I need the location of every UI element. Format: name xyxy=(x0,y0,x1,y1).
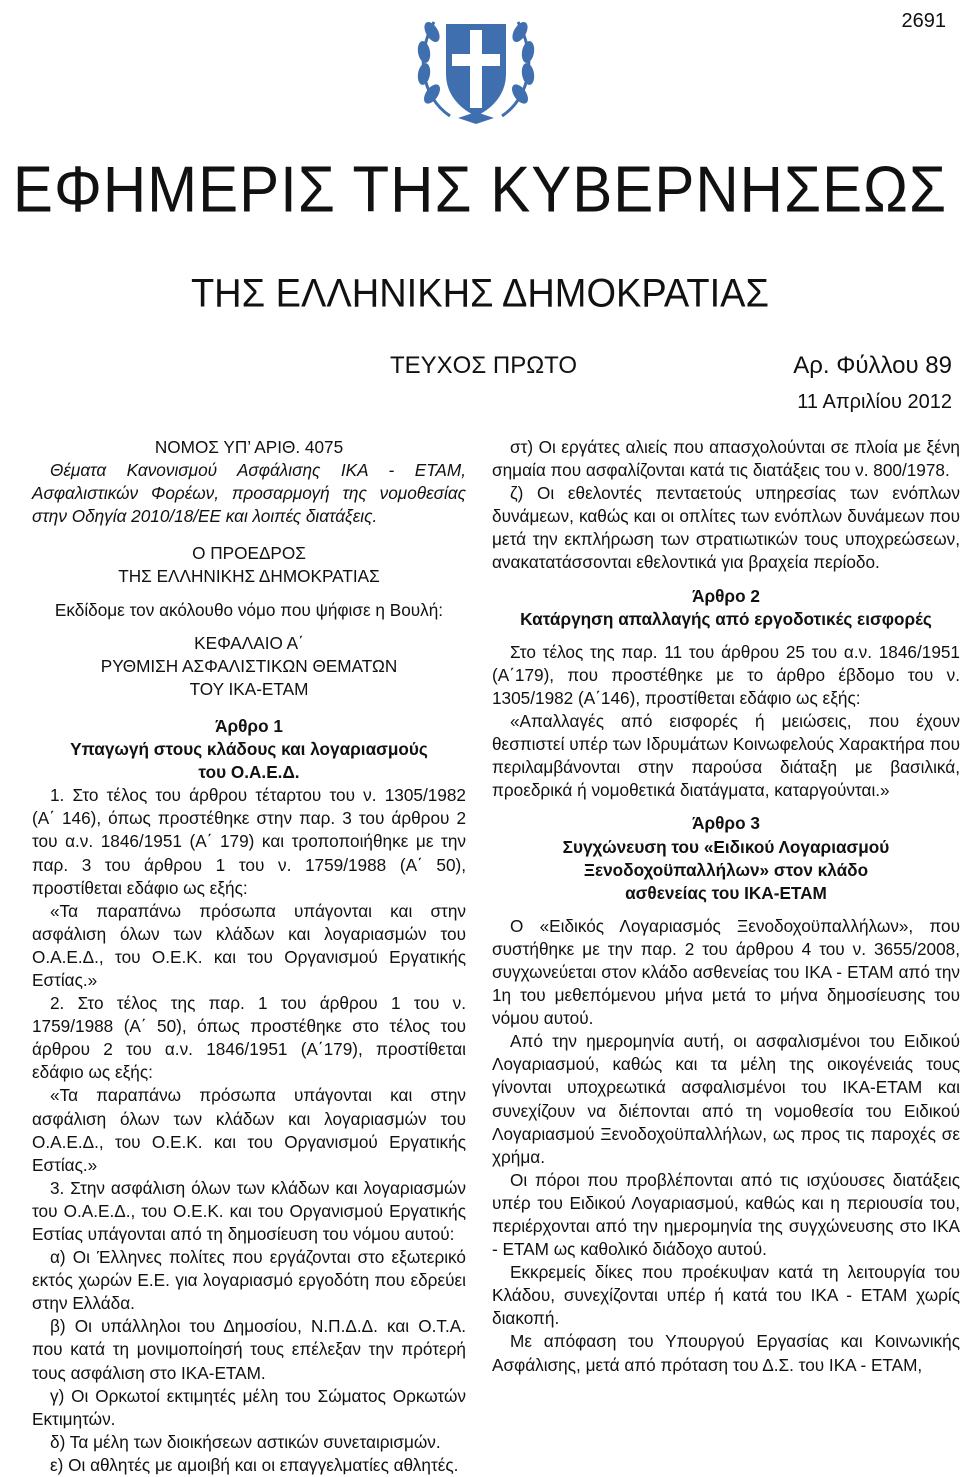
paragraph: α) Οι Έλληνες πολίτες που εργάζονται στο εξωτερικό εκτός χωρών Ε.Ε. για λογαριασμό εργοδότη που εδρεύει στην Ελλάδα. xyxy=(32,1247,466,1314)
chapter-heading: ΚΕΦΑΛΑΙΟ Α΄ xyxy=(194,632,304,653)
page-number: 2691 xyxy=(901,10,946,32)
paragraph: Ο «Ειδικός Λογαριασμός Ξενοδοχοϋπαλλήλων», που συστήθηκε με την παρ. 2 του άρθρου 4 του ν. 3655/2008, συγχωνεύεται στον κλάδο ασθενείας του ΙΚΑ - ΕΤΑΜ από την 1η του μεθεπόμενου μήνα μετά το μήνα δημοσίευσης του νόμου αυτού. xyxy=(492,915,960,1029)
issue-date: 11 Απριλίου 2012 xyxy=(797,391,952,413)
paragraph: 1. Στο τέλος του άρθρου τέταρτου του ν. 1305/1982 (Α΄ 146), όπως προστέθηκε στην παρ. 3 του άρθρου 2 του α.ν. 1846/1951 (Α΄ 179) και τροποποιήθηκε με την παρ. 3 του άρθρου 1 του ν. 1759/1988 (Α΄ 50), προστίθεται εδάφιο ως εξής: xyxy=(32,785,466,898)
paragraph: στ) Οι εργάτες αλιείς που απασχολούνται σε πλοία με ξένη σημαία που ασφαλίζονται κατά τις διατάξεις του ν. 800/1978. xyxy=(492,437,960,481)
promulgation-text: Εκδίδομε τον ακόλουθο νόμο που ψήφισε η Βουλή: xyxy=(54,599,444,620)
paragraph: «Απαλλαγές από εισφορές ή μειώσεις, που έχουν θεσπιστεί υπέρ των Ιδρυμάτων Κοινωφελούς Χαρακτήρα που περιλαμβάνονται στην παρούσα διάταξη με βασιλικά, προεδρικά ή νομοθετικά διατάγματα, καταργούνται.» xyxy=(492,711,960,801)
paragraph: Οι πόροι που προβλέπονται από τις ισχύουσες διατάξεις υπέρ του Ειδικού Λογαριασμού, καθώς και η περιουσία του, περιέρχονται από την ημερομηνία της συγχώνευσης στο ΙΚΑ - ΕΤΑΜ ως καθολικό διάδοχο αυτού. xyxy=(492,1169,960,1260)
article-1-title: Υπαγωγή στους κλάδους και λογαριασμούς xyxy=(70,739,428,760)
article-1-heading: Άρθρο 1 xyxy=(215,715,283,736)
article-3-title-2: Ξενοδοχοϋπαλλήλων» στον κλάδο xyxy=(583,859,869,880)
paragraph: β) Οι υπάλληλοι του Δημοσίου, Ν.Π.Δ.Δ. και Ο.Τ.Α. που κατά τη μονιμοποίησή τους επέλεξαν την πρότερή τους ασφάλιση στο ΙΚΑ-ΕΤΑΜ. xyxy=(32,1316,466,1383)
law-title: Θέματα Κανονισμού Ασφάλισης ΙΚΑ - ΕΤΑΜ, Ασφαλιστικών Φορέων, προσαρμογή της νομοθεσίας στην Οδηγία 2010/18/ΕΕ και λοιπές διατάξεις. xyxy=(32,460,466,527)
article-1-title-2: του Ο.Α.Ε.Δ. xyxy=(198,762,300,783)
article-2-heading: Άρθρο 2 xyxy=(692,585,760,606)
paragraph: ε) Οι αθλητές με αμοιβή και οι επαγγελματίες αθλητές. xyxy=(50,1454,459,1475)
article-3-heading: Άρθρο 3 xyxy=(692,813,760,834)
paragraph: Εκκρεμείς δίκες που προέκυψαν κατά τη λειτουργία του Κλάδου, συνεχίζονται υπέρ ή κατά του ΙΚΑ - ΕΤΑΜ χωρίς διακοπή. xyxy=(492,1262,960,1329)
sheet-number: Αρ. Φύλλου 89 xyxy=(793,352,952,379)
gazette-title: ΕΦΗΜΕΡΙΣ ΤΗΣ ΚΥΒΕΡΝΗΣΕΩΣ xyxy=(12,153,948,226)
president-heading: Ο ΠΡΟΕΔΡΟΣ xyxy=(192,543,306,564)
paragraph: 2. Στο τέλος της παρ. 1 του άρθρου 1 του ν. 1759/1988 (Α΄ 50), όπως προστέθηκε στο τέλος του άρθρου 2 του α.ν. 1846/1951 (Α΄179), προστίθεται εδάφιο ως εξής: xyxy=(32,993,466,1083)
chapter-title-2: ΤΟΥ ΙΚΑ-ΕΤΑΜ xyxy=(189,678,309,699)
paragraph: Με απόφαση του Υπουργού Εργασίας και Κοινωνικής Ασφάλισης, μετά από πρόταση του Δ.Σ. του ΙΚΑ - ΕΤΑΜ, xyxy=(492,1331,960,1375)
article-2-title: Κατάργηση απαλλαγής από εργοδοτικές εισφορές xyxy=(520,608,932,629)
law-number: ΝΟΜΟΣ ΥΠ’ ΑΡΙΘ. 4075 xyxy=(154,437,344,457)
gazette-subtitle: ΤΗΣ ΕΛΛΗΝΙΚΗΣ ΔΗΜΟΚΡΑΤΙΑΣ xyxy=(190,272,770,317)
paragraph: «Τα παραπάνω πρόσωπα υπάγονται και στην ασφάλιση όλων των κλάδων και λογαριασμών του Ο.Α.Ε.Δ., του Ο.Ε.Κ. και του Οργανισμού Εργατικής Εστίας.» xyxy=(32,1085,466,1175)
paragraph: «Τα παραπάνω πρόσωπα υπάγονται και στην ασφάλιση όλων των κλάδων και λογαριασμών του Ο.Α.Ε.Δ., του Ο.Ε.Κ. και του Οργανισμού Εργατικής Εστίας.» xyxy=(32,900,466,990)
paragraph: Από την ημερομηνία αυτή, οι ασφαλισμένοι του Ειδικού Λογαριασμού, καθώς και τα μέλη της οικογένειάς τους γίνονται υποχρεωτικά ασφαλισμένοι του ΙΚΑ-ΕΤΑΜ και συνεχίζουν να διέπονται από τη νομοθεσία του Ειδικού Λογαριασμού Ξενοδοχοϋπαλλήλων, ως προς τις παροχές σε χρήμα. xyxy=(492,1031,960,1167)
issue-name: ΤΕΥΧΟΣ ΠΡΩΤΟ xyxy=(390,352,578,379)
left-column xyxy=(32,436,466,1477)
president-heading-2: ΤΗΣ ΕΛΛΗΝΙΚΗΣ ΔΗΜΟΚΡΑΤΙΑΣ xyxy=(118,566,380,587)
article-3-title-3: ασθενείας του ΙΚΑ-ΕΤΑΜ xyxy=(625,882,827,903)
paragraph: ζ) Οι εθελοντές πενταετούς υπηρεσίας των ενόπλων δυνάμεων, καθώς και οι οπλίτες των ενόπλων δυνάμεων που μετά την εκπλήρωση των στρατιωτικών τους υποχρεώσεων, ανακατατάσσονται εθελοντικά για βραχεία περίοδο. xyxy=(492,483,960,573)
paragraph: δ) Τα μέλη των διοικήσεων αστικών συνεταιρισμών. xyxy=(50,1431,441,1452)
greek-coat-of-arms-icon xyxy=(410,4,542,128)
paragraph: 3. Στην ασφάλιση όλων των κλάδων και λογαριασμών του Ο.Α.Ε.Δ., του Ο.Ε.Κ. και του Οργανισμού Εργατικής Εστίας υπάγονται από τη δημοσίευση του νόμου αυτού: xyxy=(32,1177,466,1244)
right-column xyxy=(492,436,960,1377)
paragraph: γ) Οι Ορκωτοί εκτιμητές μέλη του Σώματος Ορκωτών Εκτιμητών. xyxy=(32,1385,466,1429)
chapter-title: ΡΥΘΜΙΣΗ ΑΣΦΑΛΙΣΤΙΚΩΝ ΘΕΜΑΤΩΝ xyxy=(100,655,398,676)
article-3-title: Συγχώνευση του «Ειδικού Λογαριασμού xyxy=(562,836,890,857)
issue-info xyxy=(390,352,952,386)
paragraph: Στο τέλος της παρ. 11 του άρθρου 25 του α.ν. 1846/1951 (Α΄179), που προστέθηκε με το άρθρο έβδομο του ν. 1305/1982 (Α΄146), προστίθεται εδάφιο ως εξής: xyxy=(492,641,960,708)
